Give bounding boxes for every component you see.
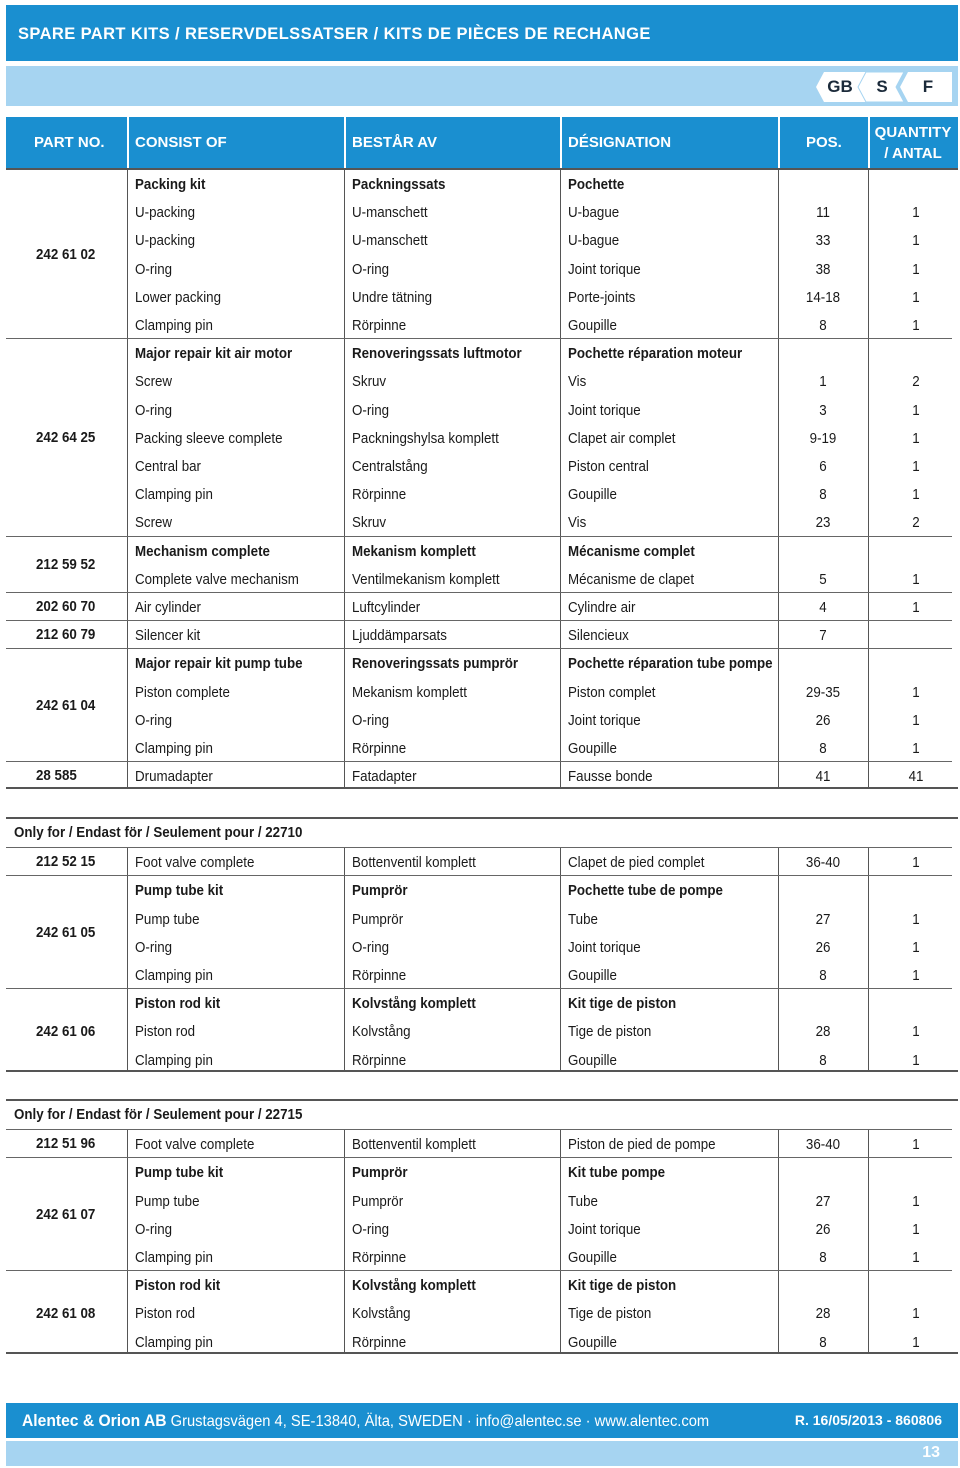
cell-fr: Cylindre air xyxy=(568,600,636,616)
cell-en: Clamping pin xyxy=(135,1334,213,1351)
column-divider xyxy=(868,170,869,787)
banner-title: SPARE PART KITS / RESERVDELSSATSER / KITS DE PIÈCES DE RECHANGE xyxy=(18,25,651,43)
cell-sv: Skruv xyxy=(352,515,387,532)
section-title-22715: Only for / Endast för / Seulement pour / 22715 xyxy=(14,1107,303,1123)
column-divider xyxy=(344,170,345,787)
cell-fr: Fausse bonde xyxy=(568,769,653,786)
cell-pos: 28 xyxy=(815,1024,831,1041)
column-divider xyxy=(868,1130,869,1352)
cell-sv: Rörpinne xyxy=(352,318,407,334)
part-number: 242 61 02 xyxy=(36,246,96,263)
cell-qty: 41 xyxy=(908,769,924,786)
cell-qty: 1 xyxy=(912,1024,920,1041)
cell-fr: Kit tube pompe xyxy=(568,1165,666,1182)
group-divider xyxy=(6,536,952,537)
cell-qty: 1 xyxy=(912,741,920,757)
cell-qty: 1 xyxy=(912,1306,920,1323)
cell-en: Drumadapter xyxy=(135,769,213,786)
cell-pos: 41 xyxy=(815,769,831,786)
cell-sv: Rörpinne xyxy=(352,741,407,757)
footer-company: Alentec & Orion AB xyxy=(22,1411,167,1430)
cell-sv: Pumprör xyxy=(352,1193,404,1210)
part-number: 242 61 04 xyxy=(36,697,96,714)
cell-fr: Vis xyxy=(568,515,587,532)
cell-qty: 1 xyxy=(912,1250,920,1266)
cell-sv: O-ring xyxy=(352,261,390,278)
cell-en: Lower packing xyxy=(135,289,222,306)
cell-en: Piston rod kit xyxy=(135,1278,221,1295)
cell-qty: 1 xyxy=(912,1221,920,1238)
cell-en: Mechanism complete xyxy=(135,543,270,560)
cell-sv: Rörpinne xyxy=(352,487,407,504)
cell-fr: Tube xyxy=(568,1193,598,1210)
cell-sv: Rörpinne xyxy=(352,1250,407,1266)
part-number: 242 61 05 xyxy=(36,924,96,941)
cell-en: O-ring xyxy=(135,939,173,956)
cell-pos: 33 xyxy=(815,233,831,250)
group-divider xyxy=(6,847,952,848)
language-tabs xyxy=(816,72,952,102)
footer-contact xyxy=(22,1411,709,1431)
cell-en: Piston rod xyxy=(135,1024,196,1041)
cell-pos: 38 xyxy=(815,261,831,278)
cell-pos: 36-40 xyxy=(805,855,841,872)
cell-pos: 28 xyxy=(815,1306,831,1323)
cell-en: Foot valve complete xyxy=(135,1137,255,1154)
group-divider xyxy=(6,1157,952,1158)
part-number: 202 60 70 xyxy=(36,599,96,616)
cell-en: Clamping pin xyxy=(135,741,213,757)
cell-fr: Clapet de pied complet xyxy=(568,855,705,872)
cell-en: Packing sleeve complete xyxy=(135,430,283,447)
cell-qty: 1 xyxy=(912,459,920,475)
cell-pos: 5 xyxy=(819,571,827,588)
cell-sv: Luftcylinder xyxy=(352,600,421,616)
cell-sv: O-ring xyxy=(352,1221,390,1238)
group-divider xyxy=(6,338,952,339)
cell-en: Clamping pin xyxy=(135,318,213,334)
cell-en: Clamping pin xyxy=(135,487,213,504)
cell-qty: 1 xyxy=(912,1193,920,1210)
parts-table-22715 xyxy=(6,1099,958,1354)
cell-fr: U-bague xyxy=(568,233,620,250)
cell-fr: Kit tige de piston xyxy=(568,996,677,1013)
group-divider xyxy=(6,648,952,649)
column-divider xyxy=(127,1130,128,1352)
cell-en: O-ring xyxy=(135,261,173,278)
cell-pos: 36-40 xyxy=(805,1137,841,1154)
cell-fr: Goupille xyxy=(568,1250,617,1266)
group-divider xyxy=(6,761,952,762)
cell-qty: 1 xyxy=(912,261,920,278)
header-quantity xyxy=(870,122,956,164)
cell-qty: 1 xyxy=(912,968,920,984)
cell-pos: 26 xyxy=(815,939,831,956)
language-tab-s[interactable]: S xyxy=(876,77,888,96)
cell-sv: Pumprör xyxy=(352,1165,408,1182)
column-divider xyxy=(778,848,779,1070)
cell-qty: 2 xyxy=(912,515,920,532)
cell-en: Complete valve mechanism xyxy=(135,571,299,588)
cell-fr: Porte-joints xyxy=(568,289,636,306)
cell-qty: 1 xyxy=(912,712,920,729)
cell-sv: Kolvstång komplett xyxy=(352,996,476,1013)
cell-sv: Bottenventil komplett xyxy=(352,855,476,872)
cell-en: Piston complete xyxy=(135,684,230,701)
part-number: 212 51 96 xyxy=(36,1136,96,1153)
cell-sv: Mekanism komplett xyxy=(352,543,476,560)
cell-sv: Pumprör xyxy=(352,883,408,900)
cell-pos: 1 xyxy=(819,374,827,391)
column-divider xyxy=(560,848,561,1070)
cell-qty: 1 xyxy=(912,402,920,419)
footer-address: Grustagsvägen 4, SE-13840, Älta, SWEDEN · info@alentec.se · www.alentec.com xyxy=(170,1413,710,1430)
cell-pos: 6 xyxy=(819,459,827,475)
cell-en: Major repair kit pump tube xyxy=(135,656,303,673)
cell-sv: Rörpinne xyxy=(352,968,407,984)
group-divider xyxy=(6,620,952,621)
column-divider xyxy=(560,1130,561,1352)
cell-fr: Tube xyxy=(568,911,598,928)
cell-fr: Tige de piston xyxy=(568,1306,652,1323)
cell-sv: Centralstång xyxy=(352,459,428,475)
column-divider xyxy=(778,170,779,787)
table-header xyxy=(6,117,958,168)
cell-sv: Packningssats xyxy=(352,177,446,193)
cell-fr: Joint torique xyxy=(568,402,641,419)
cell-fr: Joint torique xyxy=(568,712,641,729)
cell-sv: Renoveringssats luftmotor xyxy=(352,346,522,363)
cell-sv: O-ring xyxy=(352,712,390,729)
cell-fr: Goupille xyxy=(568,1334,617,1351)
cell-qty: 1 xyxy=(912,1137,920,1154)
cell-qty: 1 xyxy=(912,289,920,306)
cell-fr: Goupille xyxy=(568,741,617,757)
cell-sv: Skruv xyxy=(352,374,387,391)
part-number: 28 585 xyxy=(36,768,77,785)
group-divider xyxy=(6,1129,952,1130)
cell-pos: 14-18 xyxy=(805,289,841,306)
cell-sv: Ljuddämparsats xyxy=(352,628,447,645)
cell-qty: 1 xyxy=(912,318,920,334)
part-number: 212 59 52 xyxy=(36,556,96,573)
cell-pos: 27 xyxy=(815,1193,831,1210)
page-number-strip xyxy=(6,1441,958,1466)
cell-pos: 7 xyxy=(819,628,827,645)
cell-sv: Kolvstång xyxy=(352,1306,411,1323)
cell-fr: Joint torique xyxy=(568,261,641,278)
cell-fr: Piston central xyxy=(568,459,649,475)
column-divider xyxy=(778,1130,779,1352)
cell-en: Major repair kit air motor xyxy=(135,346,293,363)
column-divider xyxy=(868,848,869,1070)
cell-en: O-ring xyxy=(135,712,173,729)
page-banner xyxy=(6,5,958,61)
cell-en: Screw xyxy=(135,515,173,532)
cell-en: Pump tube kit xyxy=(135,1165,224,1182)
cell-pos: 8 xyxy=(819,968,827,984)
cell-sv: Ventilmekanism komplett xyxy=(352,571,500,588)
cell-sv: U-manschett xyxy=(352,233,428,250)
cell-pos: 27 xyxy=(815,911,831,928)
column-divider xyxy=(344,848,345,1070)
cell-fr: Joint torique xyxy=(568,939,641,956)
section-title-22710: Only for / Endast för / Seulement pour / 22710 xyxy=(14,825,303,841)
language-tab-f[interactable]: F xyxy=(922,77,934,96)
cell-pos: 8 xyxy=(819,487,827,504)
cell-pos: 26 xyxy=(815,1221,831,1238)
cell-pos: 26 xyxy=(815,712,831,729)
cell-en: Pump tube xyxy=(135,1193,200,1210)
cell-en: Clamping pin xyxy=(135,1250,213,1266)
cell-sv: Pumprör xyxy=(352,911,404,928)
language-bar xyxy=(6,66,958,106)
cell-fr: Tige de piston xyxy=(568,1024,652,1041)
part-number: 242 61 08 xyxy=(36,1305,96,1322)
group-divider xyxy=(6,875,952,876)
cell-sv: U-manschett xyxy=(352,205,428,222)
cell-en: Air cylinder xyxy=(135,600,201,616)
column-divider xyxy=(344,1130,345,1352)
cell-en: O-ring xyxy=(135,1221,173,1238)
header-quantity-line2: / ANTAL xyxy=(884,145,942,162)
cell-sv: Renoveringssats pumprör xyxy=(352,656,519,673)
cell-sv: Kolvstång xyxy=(352,1024,411,1041)
cell-fr: Goupille xyxy=(568,1052,617,1069)
cell-sv: O-ring xyxy=(352,939,390,956)
cell-fr: Goupille xyxy=(568,487,617,504)
cell-en: Piston rod xyxy=(135,1306,196,1323)
part-number: 212 52 15 xyxy=(36,854,96,871)
column-divider xyxy=(560,170,561,787)
cell-sv: O-ring xyxy=(352,402,390,419)
language-tab-gb[interactable]: GB xyxy=(827,77,853,96)
cell-fr: Goupille xyxy=(568,318,617,334)
cell-fr: Goupille xyxy=(568,968,617,984)
cell-en: Piston rod kit xyxy=(135,996,221,1013)
header-designation: DÉSIGNATION xyxy=(568,134,672,151)
cell-fr: Pochette xyxy=(568,177,625,193)
cell-en: Foot valve complete xyxy=(135,855,255,872)
cell-sv: Packningshylsa komplett xyxy=(352,430,499,447)
cell-sv: Rörpinne xyxy=(352,1334,407,1351)
cell-pos: 29-35 xyxy=(805,684,841,701)
cell-fr: U-bague xyxy=(568,205,620,222)
cell-qty: 1 xyxy=(912,939,920,956)
cell-qty: 1 xyxy=(912,600,920,616)
column-divider xyxy=(127,848,128,1070)
parts-table-22710 xyxy=(6,817,958,1072)
cell-fr: Vis xyxy=(568,374,587,391)
cell-sv: Bottenventil komplett xyxy=(352,1137,476,1154)
cell-qty: 1 xyxy=(912,855,920,872)
cell-pos: 23 xyxy=(815,515,831,532)
cell-pos: 8 xyxy=(819,1250,827,1266)
header-part-no: PART NO. xyxy=(34,134,105,151)
cell-fr: Pochette tube de pompe xyxy=(568,883,723,900)
cell-pos: 8 xyxy=(819,741,827,757)
parts-table-main xyxy=(6,168,958,789)
cell-fr: Joint torique xyxy=(568,1221,641,1238)
cell-en: U-packing xyxy=(135,233,196,250)
cell-pos: 8 xyxy=(819,1334,827,1351)
footer-revision: R. 16/05/2013 - 860806 xyxy=(794,1412,942,1428)
cell-sv: Fatadapter xyxy=(352,769,417,786)
cell-fr: Silencieux xyxy=(568,628,629,645)
cell-qty: 1 xyxy=(912,487,920,504)
cell-en: Clamping pin xyxy=(135,1052,213,1069)
cell-en: Pump tube kit xyxy=(135,883,224,900)
group-divider xyxy=(6,1270,952,1271)
cell-qty: 2 xyxy=(912,374,920,391)
cell-fr: Mécanisme complet xyxy=(568,543,695,560)
cell-fr: Mécanisme de clapet xyxy=(568,571,695,588)
group-divider xyxy=(6,592,952,593)
group-divider xyxy=(6,988,952,989)
cell-fr: Clapet air complet xyxy=(568,430,676,447)
cell-sv: Mekanism komplett xyxy=(352,684,467,701)
cell-en: Central bar xyxy=(135,459,201,475)
cell-fr: Pochette réparation tube pompe xyxy=(568,656,773,673)
cell-fr: Pochette réparation moteur xyxy=(568,346,743,363)
part-number: 212 60 79 xyxy=(36,627,96,644)
cell-pos: 9-19 xyxy=(809,430,837,447)
cell-fr: Piston complet xyxy=(568,684,656,701)
cell-en: Packing kit xyxy=(135,177,206,193)
header-consist-of: CONSIST OF xyxy=(135,134,227,151)
header-bestar-av: BESTÅR AV xyxy=(352,134,438,151)
cell-en: O-ring xyxy=(135,402,173,419)
column-divider xyxy=(127,170,128,787)
header-pos: POS. xyxy=(806,134,842,151)
cell-en: Silencer kit xyxy=(135,628,201,645)
cell-en: Pump tube xyxy=(135,911,200,928)
part-number: 242 64 25 xyxy=(36,429,96,446)
cell-en: Screw xyxy=(135,374,173,391)
cell-qty: 1 xyxy=(912,1334,920,1351)
cell-pos: 4 xyxy=(819,600,827,616)
cell-qty: 1 xyxy=(912,571,920,588)
part-number: 242 61 07 xyxy=(36,1206,96,1223)
cell-qty: 1 xyxy=(912,684,920,701)
cell-sv: Kolvstång komplett xyxy=(352,1278,476,1295)
cell-sv: Undre tätning xyxy=(352,289,433,306)
cell-qty: 1 xyxy=(912,233,920,250)
page-number: 13 xyxy=(922,1444,940,1461)
header-quantity-line1: QUANTITY xyxy=(874,124,952,141)
cell-qty: 1 xyxy=(912,1052,920,1069)
page-footer xyxy=(6,1403,958,1438)
cell-pos: 11 xyxy=(816,205,830,222)
cell-qty: 1 xyxy=(912,205,920,222)
cell-en: Clamping pin xyxy=(135,968,213,984)
cell-pos: 8 xyxy=(819,318,827,334)
cell-pos: 3 xyxy=(819,402,827,419)
cell-qty: 1 xyxy=(912,911,920,928)
cell-fr: Piston de pied de pompe xyxy=(568,1137,716,1154)
cell-en: U-packing xyxy=(135,205,196,222)
cell-sv: Rörpinne xyxy=(352,1052,407,1069)
part-number: 242 61 06 xyxy=(36,1023,96,1040)
cell-pos: 8 xyxy=(819,1052,827,1069)
cell-fr: Kit tige de piston xyxy=(568,1278,677,1295)
cell-qty: 1 xyxy=(912,430,920,447)
